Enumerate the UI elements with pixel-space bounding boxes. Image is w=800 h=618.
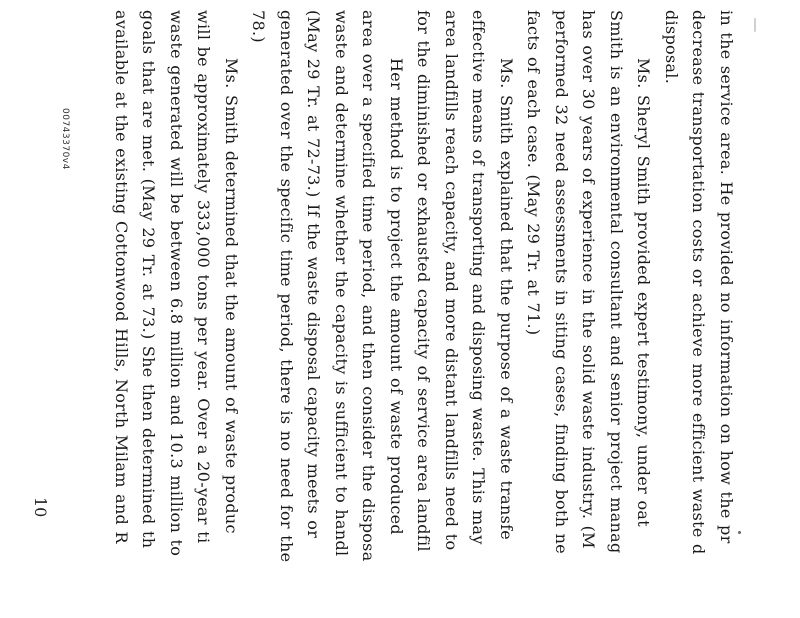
text-line: available at the existing Cottonwood Hills, North Milam and R — [112, 10, 131, 544]
paragraph-start: Her method is to project the amount of waste produced — [387, 58, 406, 535]
text-line: goals that are met. (May 29 Tr. at 73.) She then determined th — [139, 10, 159, 549]
text-line: for the diminished or exhausted capacity of service area landfil — [414, 10, 434, 552]
text-line: facts of each case. (May 29 Tr. at 71.) — [524, 10, 544, 336]
page-number: 10 — [31, 497, 50, 518]
text-line: generated over the specific time period, there is no need for the — [277, 10, 296, 563]
text-line: area over a specified time period, and then consider the disposa — [359, 10, 379, 562]
text-line: area landfills reach capacity, and more distant landfills need to — [442, 10, 461, 551]
text-line: disposal. — [662, 10, 681, 85]
paragraph-start: Ms. Smith determined that the amount of waste produc — [222, 58, 241, 534]
scan-speck — [738, 531, 741, 534]
text-line: decrease transportation costs or achieve more efficient waste d — [689, 10, 709, 555]
body-text — [108, 10, 741, 618]
text-line: 78.) — [249, 10, 269, 43]
text-line: effective means of transporting and disposing waste. This may — [469, 10, 489, 545]
document-code: 00743370v4 — [60, 108, 70, 170]
text-line: Smith is an environmental consultant and senior project manag — [607, 10, 626, 554]
paragraph-start: Ms. Sheryl Smith provided expert testimony, under oat — [634, 58, 654, 527]
text-line: (May 29 Tr. at 72-73.) If the waste disposal capacity meets or — [304, 10, 324, 539]
text-line: will be approximately 333,000 tons per year. Over a 20-year ti — [194, 10, 214, 544]
text-line: waste generated will be between 6.8 million and 10.3 million to — [167, 10, 186, 557]
text-line: performed 32 need assessments in siting cases, finding both ne — [552, 10, 571, 555]
text-line: in the service area. He provided no information on how the pr — [717, 10, 736, 544]
paragraph-start: Ms. Smith explained that the purpose of a waste transfe — [497, 58, 516, 541]
text-line: waste and determine whether the capacity is sufficient to handl — [332, 10, 351, 557]
text-line: has over 30 years of experience in the solid waste industry. (M — [579, 10, 599, 549]
scan-speck — [754, 18, 756, 32]
